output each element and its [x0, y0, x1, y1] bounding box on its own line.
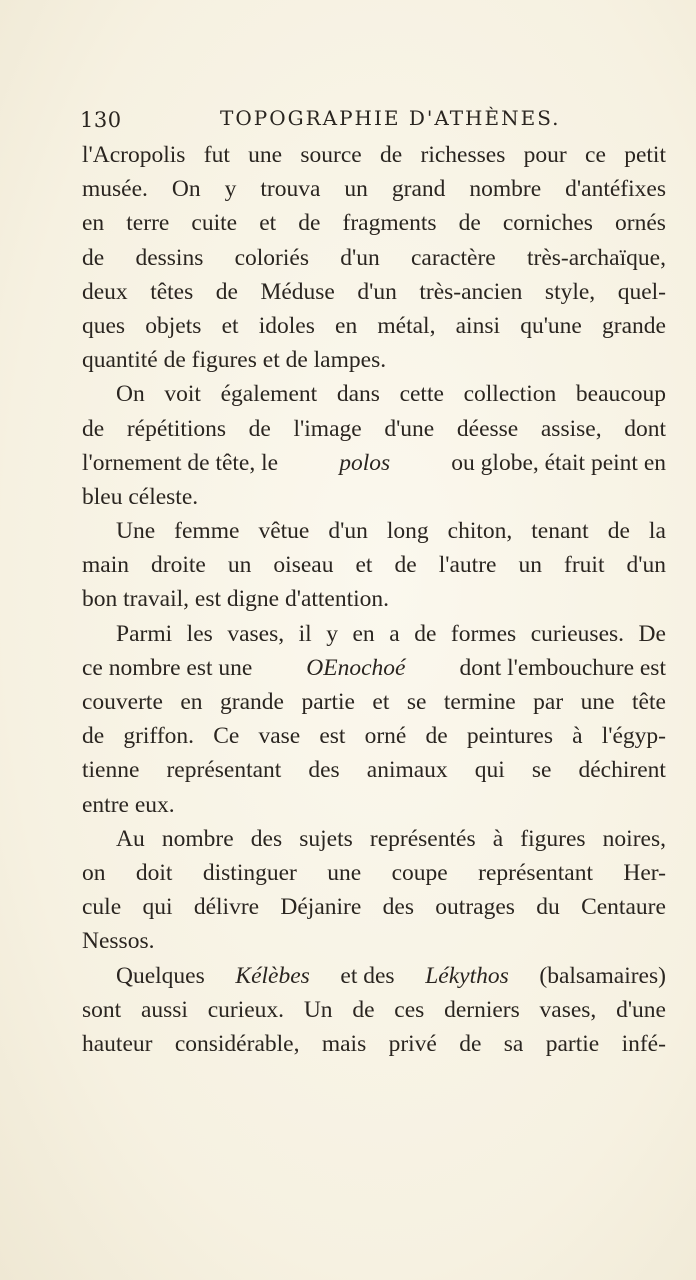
italic-term: Kélèbes	[235, 962, 310, 989]
text-segment: et des	[340, 962, 395, 989]
word: les	[186, 620, 213, 647]
word: caractère	[410, 244, 496, 271]
word: assise,	[540, 415, 602, 442]
word: y	[326, 620, 338, 647]
word: de	[425, 723, 448, 750]
word: grande	[602, 312, 666, 339]
word: termine	[443, 689, 516, 715]
word: voit	[164, 381, 201, 408]
word: d'une	[384, 415, 435, 442]
word: très-ancien	[419, 278, 523, 305]
italic-term: OEnochoé	[306, 654, 406, 681]
word: y	[224, 176, 237, 203]
word: ainsi	[455, 312, 501, 339]
word: et	[372, 689, 390, 715]
body-text	[82, 138, 666, 1061]
word: d'un	[626, 552, 666, 579]
word: Une	[116, 518, 156, 545]
word: curieuses.	[530, 620, 625, 647]
word: de	[394, 552, 417, 579]
word: d'un	[328, 518, 368, 545]
text-segment: Quelques	[116, 962, 205, 989]
word: Au	[116, 825, 145, 852]
word: de	[607, 518, 630, 545]
word: qui	[474, 757, 505, 784]
word: de	[215, 278, 238, 305]
word: idoles	[258, 312, 315, 339]
word: une	[580, 689, 615, 715]
word: des	[382, 894, 414, 921]
text-line	[82, 446, 666, 480]
word: se	[531, 757, 552, 784]
word: représentant	[478, 859, 593, 886]
word: en	[335, 312, 358, 339]
text-segment: l'ornement de tête, le	[82, 449, 279, 476]
text-line	[82, 993, 666, 1027]
text-line	[82, 514, 666, 548]
word: partie	[545, 1030, 600, 1057]
word: vases,	[539, 996, 597, 1023]
italic-term: polos	[339, 449, 391, 476]
word: Parmi	[116, 620, 173, 647]
word: Déjanire	[280, 894, 362, 921]
word: terre	[126, 210, 170, 237]
page-number: 130	[80, 108, 122, 132]
text-line	[82, 719, 666, 753]
word: représentant	[166, 757, 282, 784]
word: curieux.	[207, 996, 285, 1023]
word: de	[298, 210, 321, 237]
word: répétitions	[126, 415, 227, 442]
word: nombre	[469, 176, 542, 203]
word: qui	[142, 894, 173, 921]
word: mais	[321, 1030, 367, 1057]
word: peintures	[466, 723, 553, 750]
word: trouva	[260, 176, 321, 203]
word: outrages	[435, 894, 515, 921]
word: d'un	[340, 244, 380, 271]
word: ce	[585, 142, 606, 168]
word: un	[227, 552, 252, 579]
word: très-archaïque,	[526, 244, 666, 271]
italic-term: Lékythos	[425, 962, 509, 989]
word: en	[82, 210, 105, 237]
word: vases,	[227, 620, 285, 647]
text-line: entre eux.	[82, 791, 175, 818]
word: ornés	[615, 210, 666, 237]
word: fragments	[342, 210, 437, 237]
word: noires,	[602, 825, 666, 852]
word: par	[533, 689, 564, 715]
text-line	[82, 241, 666, 275]
word: Méduse	[260, 278, 335, 305]
word: deux	[82, 278, 128, 305]
word: quel-	[617, 278, 666, 305]
text-line	[82, 651, 666, 685]
word: coupe	[391, 859, 448, 886]
word: musée.	[82, 176, 148, 203]
word: sa	[503, 1030, 524, 1057]
word: Ce	[213, 723, 240, 750]
word: ces	[394, 996, 425, 1023]
word: sujets	[299, 825, 353, 852]
text-line	[82, 275, 666, 309]
word: délivre	[193, 894, 260, 921]
word: de	[352, 996, 375, 1023]
text-line	[82, 1027, 666, 1061]
text-segment: dont l'embouchure est	[459, 654, 666, 681]
text-line: Nessos.	[82, 928, 155, 955]
word: considérable,	[174, 1030, 300, 1057]
text-segment: (balsamaires)	[539, 962, 666, 989]
word: déesse	[456, 415, 519, 442]
word: et	[259, 210, 277, 237]
text-line	[82, 138, 666, 172]
word: l'égyp-	[601, 723, 666, 750]
word: hauteur	[82, 1030, 153, 1057]
word: Un	[303, 996, 333, 1023]
word: style,	[544, 278, 596, 305]
text-line	[82, 959, 666, 993]
word: Centaure	[581, 894, 666, 921]
word: distinguer	[202, 859, 297, 886]
word: sont	[82, 996, 122, 1023]
word: en	[180, 689, 203, 715]
word: de	[248, 415, 271, 442]
word: droite	[151, 552, 206, 579]
word: une	[248, 142, 283, 168]
word: il	[298, 620, 312, 647]
word: formes	[450, 620, 517, 647]
word: de	[458, 210, 481, 237]
word: cule	[82, 894, 122, 921]
text-line	[82, 206, 666, 240]
word: de	[459, 1030, 482, 1057]
text-line	[82, 617, 666, 651]
word: d'une	[616, 996, 666, 1023]
word: on	[82, 859, 106, 886]
word: qu'une	[520, 312, 582, 339]
text-line	[82, 377, 666, 411]
word: de	[82, 723, 105, 750]
word: l'image	[293, 415, 362, 442]
text-line	[82, 685, 666, 719]
word: animaux	[366, 757, 448, 784]
word: orné	[364, 723, 407, 750]
word: doit	[135, 859, 173, 886]
word: vêtue	[258, 518, 310, 545]
word: On	[116, 381, 145, 408]
text-line	[82, 753, 666, 787]
word: corniches	[502, 210, 593, 237]
word: privé	[388, 1030, 437, 1057]
word: tête	[632, 689, 666, 715]
word: d'antéfixes	[565, 176, 666, 203]
word: ques	[82, 312, 126, 339]
word: vase	[258, 723, 301, 750]
word: dans	[336, 381, 380, 408]
word: partie	[301, 689, 355, 715]
word: richesses	[420, 142, 506, 168]
word: beaucoup	[575, 381, 666, 408]
word: une	[327, 859, 362, 886]
word: du	[536, 894, 560, 921]
word: cette	[399, 381, 444, 408]
word: fruit	[564, 552, 605, 579]
word: pour	[523, 142, 567, 168]
word: grand	[391, 176, 446, 203]
text-line: bon travail, est digne d'attention.	[82, 586, 390, 613]
word: déchirent	[578, 757, 666, 784]
word: et	[221, 312, 239, 339]
word: et	[355, 552, 373, 579]
word: des	[308, 757, 340, 784]
word: l'Acropolis	[82, 142, 186, 168]
word: de	[380, 142, 403, 168]
text-line	[82, 890, 666, 924]
word: infé-	[621, 1030, 666, 1057]
running-title: TOPOGRAPHIE D'ATHÈNES.	[220, 106, 561, 130]
page-header	[80, 106, 666, 136]
word: a	[389, 620, 400, 647]
word: figures	[520, 825, 586, 852]
word: dont	[624, 415, 666, 442]
word: source	[300, 142, 362, 168]
word: chiton,	[447, 518, 513, 545]
text-line	[82, 822, 666, 856]
word: représentés	[369, 825, 476, 852]
word: objets	[145, 312, 202, 339]
text-segment: ce nombre est une	[82, 654, 253, 681]
word: à	[572, 723, 583, 750]
word: main	[82, 552, 129, 579]
word: tenant	[531, 518, 589, 545]
word: couverte	[82, 689, 163, 715]
word: têtes	[150, 278, 194, 305]
word: cuite	[191, 210, 238, 237]
text-line	[82, 172, 666, 206]
word: de	[82, 415, 105, 442]
word: dessins	[135, 244, 204, 271]
word: oiseau	[273, 552, 334, 579]
text-line: bleu céleste.	[82, 483, 199, 510]
text-line	[82, 412, 666, 446]
word: tienne	[82, 757, 140, 784]
word: grande	[220, 689, 284, 715]
word: se	[406, 689, 427, 715]
word: nombre	[161, 825, 234, 852]
word: femme	[174, 518, 240, 545]
word: aussi	[140, 996, 188, 1023]
word: en	[352, 620, 375, 647]
word: également	[220, 381, 318, 408]
word: Her-	[623, 859, 666, 886]
word: un	[344, 176, 368, 203]
word: des	[250, 825, 283, 852]
word: petit	[624, 142, 666, 168]
word: coloriés	[234, 244, 309, 271]
word: est	[319, 723, 346, 750]
word: griffon.	[123, 723, 195, 750]
word: derniers	[444, 996, 520, 1023]
text-line	[82, 548, 666, 582]
word: l'autre	[438, 552, 497, 579]
word: à	[492, 825, 504, 852]
word: collection	[463, 381, 557, 408]
word: On	[171, 176, 201, 203]
text-line	[82, 856, 666, 890]
text-line: quantité de figures et de lampes.	[82, 347, 387, 374]
word: fut	[203, 142, 230, 168]
text-line	[82, 309, 666, 343]
word: de	[82, 244, 105, 271]
text-segment: ou globe, était peint en	[451, 449, 666, 476]
word: un	[518, 552, 542, 579]
word: De	[638, 620, 666, 647]
word: d'un	[357, 278, 397, 305]
word: la	[648, 518, 666, 545]
word: long	[386, 518, 429, 545]
word: métal,	[377, 312, 436, 339]
word: de	[414, 620, 437, 647]
